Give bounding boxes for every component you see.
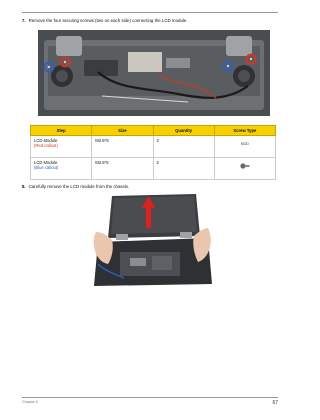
table-row bbox=[31, 136, 276, 158]
chapter-label: Chapter 3 bbox=[22, 400, 38, 404]
header-step: Step bbox=[31, 126, 92, 136]
step-8-instruction bbox=[22, 184, 129, 190]
blue-callout-label: (Blue callout) bbox=[34, 165, 59, 170]
step-8-number: 8. bbox=[22, 184, 26, 189]
table-header-row bbox=[31, 126, 276, 136]
row-quantity-cell: 2 bbox=[153, 136, 214, 158]
board-module bbox=[128, 52, 162, 72]
row-step-cell bbox=[31, 136, 92, 158]
remove-lcd-module-photo bbox=[90, 192, 214, 288]
row-size-cell: M2.5*9 bbox=[92, 136, 153, 158]
row-step-label: LCD Module bbox=[34, 138, 58, 143]
header-quantity: Quantity bbox=[153, 126, 214, 136]
header-screw-type: Screw Type bbox=[214, 126, 275, 136]
page-number: 67 bbox=[272, 400, 278, 406]
row-size-cell: M2.5*5 bbox=[92, 158, 153, 180]
bottom-rule bbox=[22, 397, 278, 398]
right-hinge bbox=[226, 36, 252, 56]
row-screw-type-cell bbox=[214, 158, 275, 180]
red-callout-label: (Red callout) bbox=[34, 143, 58, 148]
screw-icon bbox=[240, 162, 250, 170]
step-8-text: Carefully remove the LCD module from the chassis. bbox=[28, 184, 130, 189]
lcd-hinge-screws-photo bbox=[38, 30, 270, 116]
row-step-label: LCD Module bbox=[34, 160, 58, 165]
row-quantity-cell: 2 bbox=[153, 158, 214, 180]
step-7-text: Remove the four securing screws (two on each side) connecting the LCD module. bbox=[28, 18, 188, 23]
screw-spec-table bbox=[30, 125, 276, 180]
step-7-number: 7. bbox=[22, 18, 26, 23]
table-row bbox=[31, 158, 276, 180]
step-7-instruction bbox=[22, 18, 188, 24]
left-hinge bbox=[56, 36, 82, 56]
top-rule bbox=[22, 12, 278, 13]
header-size: Size bbox=[92, 126, 153, 136]
row-step-cell bbox=[31, 158, 92, 180]
screw-type-text: NOD bbox=[240, 142, 249, 146]
row-screw-type-cell bbox=[214, 136, 275, 158]
